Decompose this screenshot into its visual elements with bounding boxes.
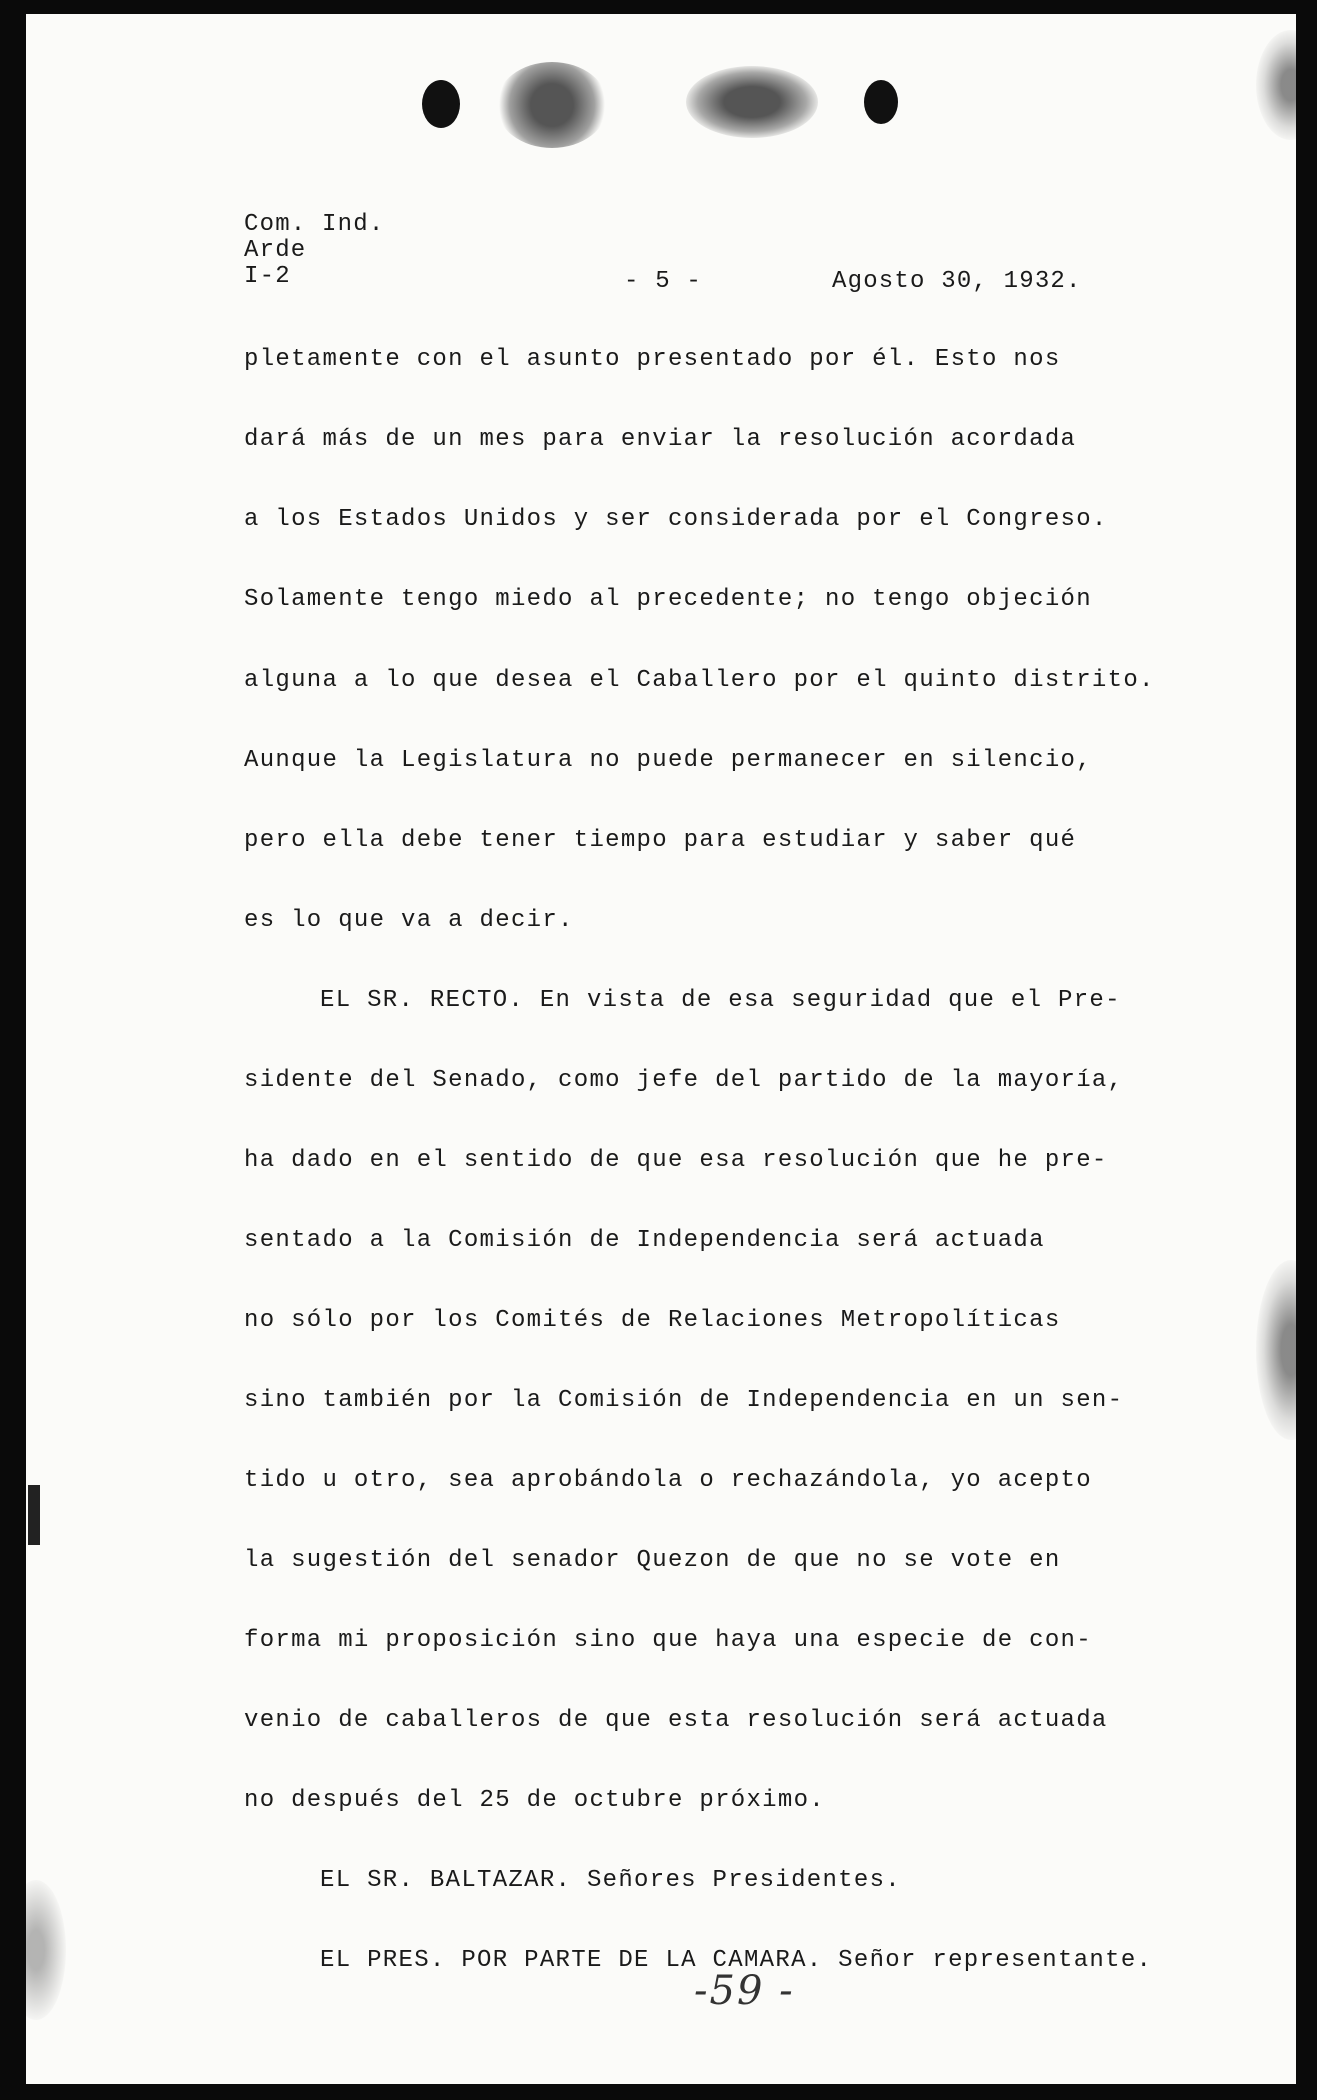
body-line: pletamente con el asunto presentado por él. Esto nos [244, 346, 1061, 373]
body-line: ha dado en el sentido de que esa resolución que he pre- [244, 1147, 1108, 1174]
body-line: venio de caballeros de que esta resolución será actuada [244, 1707, 1108, 1734]
body-line: a los Estados Unidos y ser considerada por el Congreso. [244, 506, 1108, 533]
body-line: EL SR. RECTO. En vista de esa seguridad que el Pre- [320, 987, 1121, 1014]
body-line: la sugestión del senador Quezon de que no se vote en [244, 1547, 1061, 1574]
body-line: sidente del Senado, como jefe del partido de la mayoría, [244, 1067, 1124, 1094]
body-line: forma mi proposición sino que haya una especie de con- [244, 1627, 1092, 1654]
smudge-2 [686, 66, 818, 138]
document-page [26, 0, 1296, 2084]
body-line: Solamente tengo miedo al precedente; no tengo objeción [244, 586, 1092, 613]
header-line-3: I-2 [244, 263, 291, 290]
edge-smudge-right [1256, 1260, 1296, 1440]
body-line: EL SR. BALTAZAR. Señores Presidentes. [320, 1867, 901, 1894]
body-line: no sólo por los Comités de Relaciones Metropolíticas [244, 1307, 1061, 1334]
body-line: alguna a lo que desea el Caballero por el quinto distrito. [244, 667, 1155, 694]
edge-smudge-top [1256, 30, 1296, 140]
handwritten-page-number: -59 - [694, 1968, 795, 2014]
body-line: dará más de un mes para enviar la resolución acordada [244, 426, 1077, 453]
body-line: pero ella debe tener tiempo para estudiar y saber qué [244, 827, 1077, 854]
edge-smudge-left [26, 1880, 66, 2020]
smudge-1 [496, 62, 608, 148]
body-line: EL PRES. POR PARTE DE LA CAMARA. Señor representante. [320, 1947, 1153, 1974]
edge-mark [28, 1485, 40, 1545]
punch-hole-1 [422, 80, 460, 128]
body-line: sentado a la Comisión de Independencia será actuada [244, 1227, 1045, 1254]
body-line: no después del 25 de octubre próximo. [244, 1787, 825, 1814]
body-line: Aunque la Legislatura no puede permanecer en silencio, [244, 747, 1092, 774]
header-line-2: Arde [244, 237, 307, 264]
header-line-1: Com. Ind. [244, 211, 385, 238]
body-line: tido u otro, sea aprobándola o rechazándola, yo acepto [244, 1467, 1092, 1494]
page-number: - 5 - [624, 268, 703, 295]
document-date: Agosto 30, 1932. [832, 268, 1082, 295]
body-line: sino también por la Comisión de Independencia en un sen- [244, 1387, 1124, 1414]
body-line: es lo que va a decir. [244, 907, 574, 934]
punch-hole-2 [864, 80, 898, 124]
